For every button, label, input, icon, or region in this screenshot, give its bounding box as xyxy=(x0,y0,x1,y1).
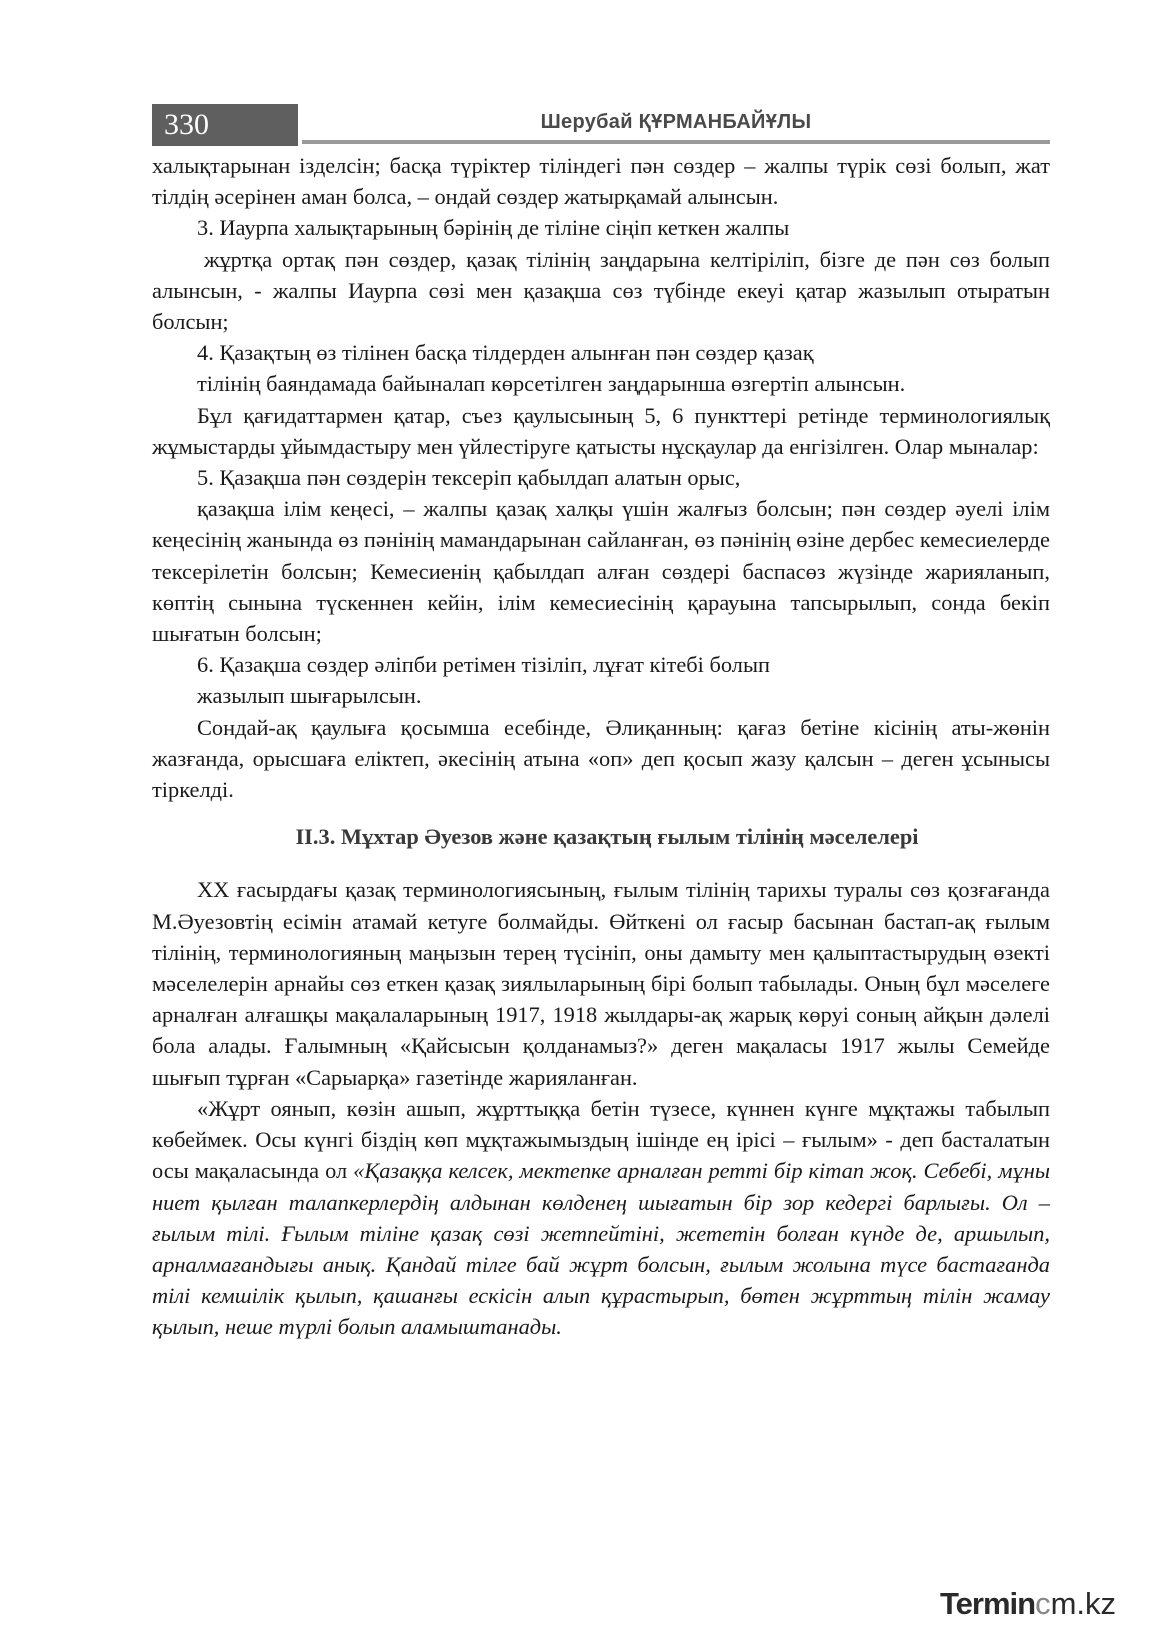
termincom-logo: Termincm.kz xyxy=(940,1586,1116,1621)
quote-intro: «Жұрт оянып, көзін ашып, жұрттыққа бетін түзесе, күннен күнге мұқтажы табылып көбеймек. Осы күнгі біздің көп мұқтажымыздың ішінде ең ірісі – ғылым» - деп басталатын осы мақаласында ол xyxy=(152,1095,1050,1184)
paragraph: Сондай-ақ қаулыға қосымша есебінде, Әлиқанның: қағаз бетіне кісінің аты-жөнін жазғанда, орысшаға еліктеп, әкесінің атына «оп» деп қосып жазу қалсын – деген ұсынысы тіркелді. xyxy=(152,714,1050,803)
page-body xyxy=(152,150,1050,1343)
paragraph: Бұл қағидаттармен қатар, съез қаулысының 5, 6 пункттері ретінде терминологиялық жұмыстарды ұйымдастыру мен үйлестіруге қатысты нұсқаулар да енгізілген. Олар мыналар: xyxy=(152,402,1050,459)
header-rule xyxy=(302,140,1050,144)
list-item-3-lead: 3. Иаурпа халықтарының бәрінің де тіліне сіңіп кеткен жалпы xyxy=(197,215,790,241)
list-item-3-body: жұртқа ортақ пән сөздер, қазақ тілінің заңдарына келтіріліп, бізге де пән сөз болып алынсын, - жалпы Иаурпа сөзі мен қазақша сөз түбінде екеуі қатар жазылып отыратын болсын; xyxy=(152,246,1050,335)
paragraph: халықтарынан ізделсін; басқа түріктер тіліндегі пән сөздер – жалпы түрік сөзі болып, жат тілдің әсерінен аман болса, – ондай сөздер жатырқамай алынсын. xyxy=(152,153,1050,210)
list-item-4-lead: 4. Қазақтың өз тілінен басқа тілдерден алынған пән сөздер қазақ xyxy=(197,340,814,366)
list-item-5-body: қазақша ілім кеңесі, – жалпы қазақ халқы үшін жалғыз болсын; пән сөздер әуелі ілім кеңесінің жанында өз пәнінің мамандарынан сайланған, өз пәнінің өзіне дербес кемесиелерде тексерілетін болсын; Кемесиенің қабылдап алған сөздері баспасөз жүзінде жарияланып, көптің сынына түскеннен кейін, ілім кемесиесінің қарауына тапсырылып, сонда бекіп шығатын болсын; xyxy=(152,496,1050,647)
paragraph: ХХ ғасырдағы қазақ терминологиясының, ғылым тілінің тарихы туралы сөз қозғағанда М.Әуезовтің есімін атамай кетуге болмайды. Өйткені ол ғасыр басынан бастап-ақ ғылым тілінің, терминологияның маңызын терең түсініп, оны дамыту мен қалыптастырудың өзекті мәселелерін арнайы сөз еткен қазақ зиялыларының бірі болып табылады. Оның бұл мәселеге арналған алғашқы мақалаларының 1917, 1918 жылдары-ақ жарық көруі соның айқын дәлелі бола алады. Ғалымның «Қайсысын қолданамыз?» деген мақаласы 1917 жылы Семейде шығып тұрған «Сарыарқа» газетінде жарияланған. xyxy=(152,877,1050,1090)
italic-quote: «Қазаққа келсек, мектепке арналған ретті бір кітап жоқ. Себебі, мұны ниет қылған талапкерлердің алдынан көлденең шығатын бір зор кедергі барлығы. Ол – ғылым тілі. Ғылым тіліне қазақ сөзі жетпейтіні, жететін болған күнде де, аршылып, арналмағандығы анық. Қандай тілге бай жұрт болсын, ғылым жолына түсе бастағанда тілі кемшілік қылып, қашанғы ескісін алып құрастырып, бөтен жұрттың тілін жамау қылып, неше түрлі болып аламыштанады. xyxy=(152,1158,1050,1340)
section-heading: II.3. Мұхтар Әуезов және қазақтың ғылым тілінің мәселелері xyxy=(295,824,919,850)
list-item-4-body: тілінің баяндамада байыналап көрсетілген заңдарынша өзгертіп алынсын. xyxy=(197,371,906,397)
page-header xyxy=(152,104,1050,146)
running-head: Шерубай ҚҰРМАНБАЙҰЛЫ xyxy=(540,111,812,133)
list-item-5-lead: 5. Қазақша пән сөздерін тексеріп қабылдап алатын орыс, xyxy=(197,465,741,491)
page-number: 330 xyxy=(152,104,298,146)
list-item-6-body: жазылып шығарылсын. xyxy=(197,683,422,709)
paragraph-with-quote xyxy=(152,1093,1050,1343)
list-item-6-lead: 6. Қазақша сөздер әліпби ретімен тізіліп, лұғат кітебі болып xyxy=(197,652,770,678)
